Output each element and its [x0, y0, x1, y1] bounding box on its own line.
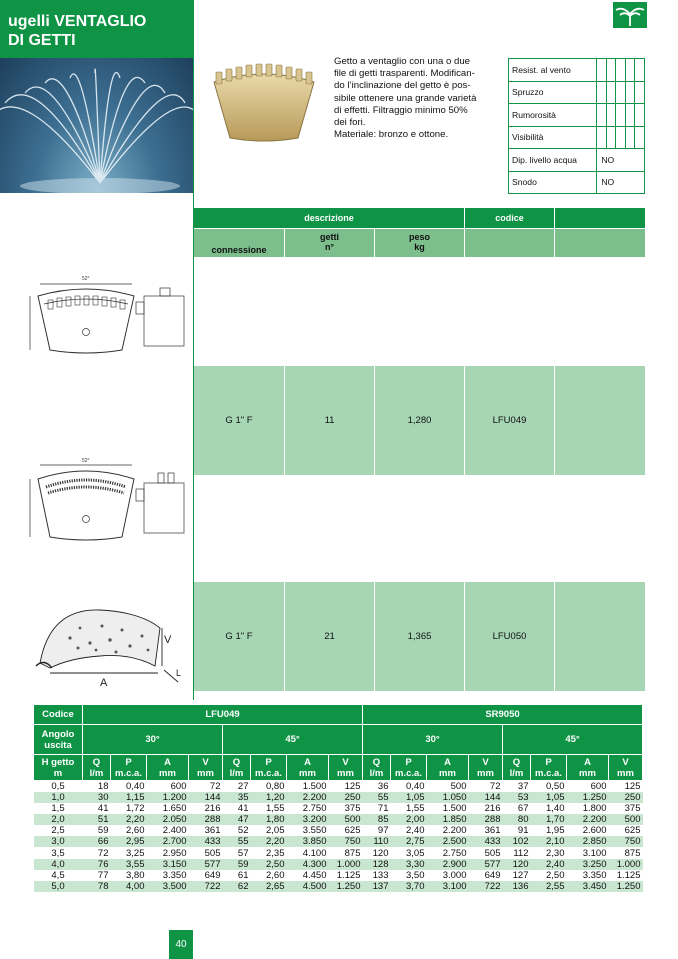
value-cell: 2.700 — [147, 836, 189, 847]
brand-logo-icon — [613, 2, 647, 28]
col-header: V mm — [189, 755, 223, 781]
rating-row: Snodo NO — [509, 171, 645, 194]
value-cell: 3,80 — [126, 869, 145, 881]
value-cell: 2,50 — [251, 859, 287, 870]
product-row-lfu050 — [194, 582, 645, 691]
value-cell: 625 — [624, 825, 641, 837]
value-cell: 505 — [484, 847, 501, 859]
product-description: Getto a ventaglio con una o due file di getti trasparenti. Modifican- do l’inclinazione del getto è pos- sibile ottenere una grande varietà di effetti. Filtraggio minimo 50% dei fori. Materiale: bronzo e ottone. — [334, 56, 477, 141]
label-a: A — [100, 677, 108, 689]
value-cell: 1.650 — [162, 803, 187, 815]
value-cell: 77 — [97, 869, 109, 881]
value-cell: 66 — [83, 836, 111, 847]
value-cell: 2,40 — [531, 859, 567, 870]
rating-row: Visibilità — [509, 126, 645, 149]
value-cell: 3,05 — [406, 847, 425, 859]
title-line-2: DI GETTI — [8, 32, 76, 49]
value-cell: 1.500 — [302, 781, 327, 792]
value-cell: 41 — [237, 803, 249, 815]
label-codice: Codice — [34, 705, 83, 725]
value-cell: 136 — [503, 881, 531, 892]
value-cell: 59 — [223, 859, 251, 870]
value-cell: 3,55 — [111, 859, 147, 870]
value-cell: 3,30 — [391, 859, 427, 870]
value-cell: 1,72 — [126, 803, 145, 815]
value-cell: 2,20 — [111, 814, 147, 825]
product-row-lfu049 — [194, 366, 645, 475]
value-cell: 722 — [469, 881, 503, 892]
value-cell: 288 — [469, 814, 503, 825]
angle-header: 30° — [83, 725, 223, 755]
label-v: V — [164, 634, 172, 646]
height-cell: 2,5 — [51, 825, 65, 837]
value-cell: 577 — [189, 859, 223, 870]
value-cell: 1,95 — [546, 825, 565, 837]
value-cell: 4.100 — [302, 847, 327, 859]
value-cell: 2,05 — [266, 825, 285, 837]
table-row — [34, 836, 643, 847]
value-cell: 2,60 — [266, 869, 285, 881]
value-cell: 3.450 — [567, 881, 609, 892]
angle-header: 30° — [363, 725, 503, 755]
value-cell: 1.500 — [442, 803, 467, 815]
col-header: V mm — [329, 755, 363, 781]
height-cell: 3,5 — [51, 847, 65, 859]
table-row — [34, 825, 643, 836]
value-cell: 3,70 — [391, 881, 427, 892]
value-cell: 3,50 — [406, 869, 425, 881]
value-cell: 1,55 — [266, 803, 285, 815]
value-cell: 2.750 — [302, 803, 327, 815]
value-cell: 2,95 — [111, 836, 147, 847]
value-cell: 1.000 — [329, 859, 363, 870]
value-cell: 2,60 — [126, 825, 145, 837]
value-cell: 71 — [377, 803, 389, 815]
cell-peso: 1,365 — [375, 582, 465, 691]
table-row — [34, 792, 643, 803]
value-cell: 0,50 — [546, 781, 565, 792]
value-cell: 55 — [363, 792, 391, 803]
subheader-empty — [555, 229, 645, 257]
value-cell: 125 — [344, 781, 361, 792]
value-cell: 3.200 — [287, 814, 329, 825]
drawing-dimension-label: 52° — [82, 458, 90, 464]
value-cell: 0,40 — [406, 781, 425, 792]
value-cell: 137 — [363, 881, 391, 892]
height-cell: 1,5 — [51, 803, 65, 815]
value-cell: 37 — [517, 781, 529, 792]
value-cell: 2.200 — [287, 792, 329, 803]
value-cell: 55 — [223, 836, 251, 847]
col-header: P m.c.a. — [111, 755, 147, 781]
value-cell: 3.000 — [442, 869, 467, 881]
value-cell: 1.250 — [609, 881, 643, 892]
col-header: Q l/m — [363, 755, 391, 781]
value-cell: 649 — [484, 869, 501, 881]
table-row — [34, 781, 643, 793]
cell-codice: LFU050 — [465, 582, 555, 691]
value-cell: 91 — [517, 825, 529, 837]
value-cell: 72 — [97, 847, 109, 859]
value-cell: 288 — [189, 814, 223, 825]
table-row — [34, 859, 643, 870]
value-cell: 120 — [372, 847, 389, 859]
table-row — [34, 870, 643, 881]
value-cell: 125 — [624, 781, 641, 792]
col-header: A mm — [567, 755, 609, 781]
value-cell: 2.050 — [147, 814, 189, 825]
value-cell: 433 — [189, 836, 223, 847]
value-cell: 1,05 — [391, 792, 427, 803]
value-cell: 102 — [503, 836, 531, 847]
value-cell: 3.150 — [147, 859, 189, 870]
value-cell: 1,40 — [546, 803, 565, 815]
value-cell: 3.100 — [427, 881, 469, 892]
rating-row: Spruzzo — [509, 81, 645, 104]
value-cell: 2,40 — [406, 825, 425, 837]
col-header: V mm — [609, 755, 643, 781]
value-cell: 35 — [223, 792, 251, 803]
table-row — [34, 803, 643, 814]
value-cell: 1.200 — [147, 792, 189, 803]
value-cell: 2,50 — [546, 869, 565, 881]
value-cell: 750 — [329, 836, 363, 847]
label-angolo: Angolo uscita — [34, 725, 83, 755]
value-cell: 722 — [189, 881, 223, 892]
technical-drawing-2 — [24, 455, 192, 545]
value-cell: 2.950 — [162, 847, 187, 859]
table-row — [34, 814, 643, 825]
value-cell: 133 — [372, 869, 389, 881]
value-cell: 1,20 — [251, 792, 287, 803]
value-cell: 250 — [609, 792, 643, 803]
value-cell: 85 — [363, 814, 391, 825]
value-cell: 361 — [484, 825, 501, 837]
value-cell: 600 — [170, 781, 187, 792]
product-table-subheader — [194, 229, 645, 257]
value-cell: 625 — [344, 825, 361, 837]
value-cell: 2.900 — [427, 859, 469, 870]
height-cell: 1,0 — [34, 792, 83, 803]
height-cell: 0,5 — [51, 781, 65, 792]
header-codice: codice — [465, 208, 555, 228]
value-cell: 875 — [624, 847, 641, 859]
value-cell: 375 — [344, 803, 361, 815]
col-header: P m.c.a. — [391, 755, 427, 781]
value-cell: 80 — [503, 814, 531, 825]
subheader-getti: getti n° — [285, 229, 375, 257]
col-header: Q l/m — [503, 755, 531, 781]
value-cell: 250 — [329, 792, 363, 803]
value-cell: 1.250 — [329, 881, 363, 892]
fountain-photo — [0, 58, 193, 193]
value-cell: 2.500 — [427, 836, 469, 847]
angle-header: 45° — [503, 725, 643, 755]
value-cell: 144 — [469, 792, 503, 803]
value-cell: 4.450 — [302, 869, 327, 881]
value-cell: 57 — [237, 847, 249, 859]
value-cell: 2,00 — [391, 814, 427, 825]
value-cell: 505 — [204, 847, 221, 859]
value-cell: 127 — [512, 869, 529, 881]
value-cell: 600 — [590, 781, 607, 792]
value-cell: 76 — [83, 859, 111, 870]
cell-connessione: G 1" F — [194, 582, 285, 691]
header-empty — [555, 208, 645, 228]
header-descrizione: descrizione — [194, 208, 465, 228]
cell-empty — [555, 582, 645, 691]
value-cell: 41 — [97, 803, 109, 815]
value-cell: 500 — [450, 781, 467, 792]
cell-empty — [555, 366, 645, 475]
rating-row: Rumorosità — [509, 104, 645, 127]
rating-row: Resist. al vento — [509, 59, 645, 82]
value-cell: 0,40 — [126, 781, 145, 792]
value-cell: 72 — [489, 781, 501, 792]
value-cell: 1,15 — [111, 792, 147, 803]
value-cell: 1.125 — [336, 869, 361, 881]
value-cell: 1.050 — [427, 792, 469, 803]
value-cell: 1,70 — [531, 814, 567, 825]
code-lfu049: LFU049 — [83, 705, 363, 725]
value-cell: 112 — [513, 847, 529, 859]
value-cell: 216 — [484, 803, 501, 815]
value-cell: 128 — [363, 859, 391, 870]
code-sr9050: SR9050 — [363, 705, 643, 725]
value-cell: 3.350 — [582, 869, 607, 881]
height-cell: 3,0 — [34, 836, 83, 847]
value-cell: 4,00 — [111, 881, 147, 892]
height-cell: 5,0 — [34, 881, 83, 892]
value-cell: 51 — [83, 814, 111, 825]
value-cell: 78 — [83, 881, 111, 892]
value-cell: 216 — [204, 803, 221, 815]
col-header: P m.c.a. — [251, 755, 287, 781]
technical-drawing-1 — [24, 268, 192, 363]
value-cell: 875 — [344, 847, 361, 859]
value-cell: 1.850 — [427, 814, 469, 825]
value-cell: 97 — [377, 825, 389, 837]
value-cell: 433 — [469, 836, 503, 847]
col-header: P m.c.a. — [531, 755, 567, 781]
table-row — [34, 847, 643, 858]
value-cell: 649 — [204, 869, 221, 881]
value-cell: 110 — [363, 836, 391, 847]
cell-getti: 21 — [285, 582, 375, 691]
performance-body — [34, 781, 643, 892]
title-line-1: ugelli VENTAGLIO — [8, 13, 147, 30]
subheader-peso: peso kg — [375, 229, 465, 257]
col-header: Q l/m — [223, 755, 251, 781]
title-block — [0, 0, 193, 58]
drawing-dimension-label: 52° — [82, 276, 90, 282]
value-cell: 2,75 — [391, 836, 427, 847]
value-cell: 36 — [377, 781, 389, 792]
value-cell: 62 — [223, 881, 251, 892]
value-cell: 500 — [329, 814, 363, 825]
value-cell: 61 — [237, 869, 249, 881]
value-cell: 1.000 — [609, 859, 643, 870]
height-cell: 4,0 — [34, 859, 83, 870]
value-cell: 2.750 — [442, 847, 467, 859]
value-cell: 1,80 — [251, 814, 287, 825]
value-cell: 1.125 — [616, 869, 641, 881]
col-header: A mm — [287, 755, 329, 781]
value-cell: 3.250 — [567, 859, 609, 870]
height-cell: 4,5 — [51, 869, 65, 881]
value-cell: 67 — [517, 803, 529, 815]
value-cell: 52 — [237, 825, 249, 837]
cell-codice: LFU049 — [465, 366, 555, 475]
spray-diagram — [30, 598, 190, 690]
value-cell: 3,25 — [126, 847, 145, 859]
value-cell: 2,35 — [266, 847, 285, 859]
value-cell: 1,05 — [531, 792, 567, 803]
value-cell: 2.200 — [442, 825, 467, 837]
label-hgetto: H getto m — [34, 755, 83, 781]
value-cell: 750 — [609, 836, 643, 847]
value-cell: 4.300 — [287, 859, 329, 870]
product-table-header — [194, 208, 645, 228]
col-header: A mm — [147, 755, 189, 781]
value-cell: 3.500 — [147, 881, 189, 892]
value-cell: 4.500 — [287, 881, 329, 892]
value-cell: 2,10 — [531, 836, 567, 847]
value-cell: 2,30 — [546, 847, 565, 859]
value-cell: 18 — [97, 781, 109, 792]
col-header: A mm — [427, 755, 469, 781]
value-cell: 53 — [503, 792, 531, 803]
value-cell: 2,20 — [251, 836, 287, 847]
value-cell: 2.200 — [567, 814, 609, 825]
subheader-connessione: connessione — [194, 229, 285, 257]
nozzle-product-image — [206, 60, 322, 146]
cell-peso: 1,280 — [375, 366, 465, 475]
value-cell: 27 — [237, 781, 249, 792]
value-cell: 2,55 — [531, 881, 567, 892]
performance-table — [33, 704, 643, 892]
value-cell: 2.600 — [582, 825, 607, 837]
rating-row: Dip. livello acqua NO — [509, 149, 645, 172]
height-cell: 2,0 — [34, 814, 83, 825]
value-cell: 3.100 — [582, 847, 607, 859]
label-l: L — [176, 668, 182, 678]
value-cell: 375 — [624, 803, 641, 815]
value-cell: 361 — [204, 825, 221, 837]
value-cell: 1.800 — [582, 803, 607, 815]
value-cell: 2,65 — [251, 881, 287, 892]
table-row — [34, 881, 643, 892]
value-cell: 0,80 — [266, 781, 285, 792]
value-cell: 59 — [97, 825, 109, 837]
value-cell: 30 — [83, 792, 111, 803]
col-header: V mm — [469, 755, 503, 781]
subheader-codice — [465, 229, 555, 257]
value-cell: 1,55 — [406, 803, 425, 815]
value-cell: 3.550 — [302, 825, 327, 837]
col-header: Q l/m — [83, 755, 111, 781]
value-cell: 3.350 — [162, 869, 187, 881]
value-cell: 47 — [223, 814, 251, 825]
cell-connessione: G 1" F — [194, 366, 285, 475]
ratings-table — [508, 58, 645, 194]
value-cell: 3.850 — [287, 836, 329, 847]
value-cell: 1.250 — [567, 792, 609, 803]
page-number: 40 — [169, 930, 193, 959]
value-cell: 2.850 — [567, 836, 609, 847]
value-cell: 500 — [609, 814, 643, 825]
value-cell: 120 — [503, 859, 531, 870]
cell-getti: 11 — [285, 366, 375, 475]
angle-header: 45° — [223, 725, 363, 755]
value-cell: 577 — [469, 859, 503, 870]
value-cell: 144 — [189, 792, 223, 803]
value-cell: 72 — [209, 781, 221, 792]
value-cell: 2.400 — [162, 825, 187, 837]
